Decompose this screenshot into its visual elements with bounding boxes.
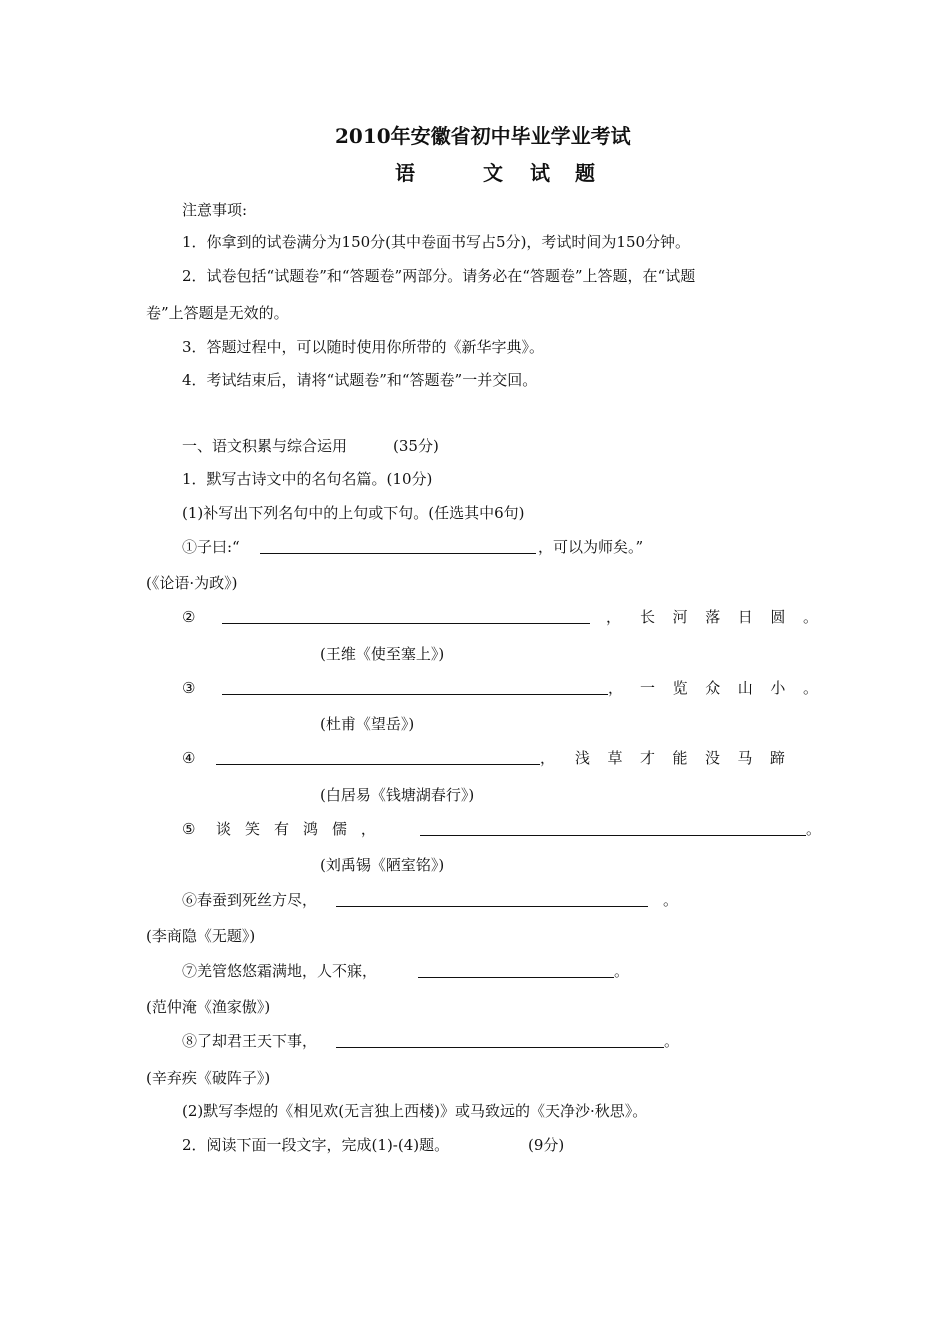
item-6-blank[interactable] — [336, 906, 648, 907]
item-5-text — [216, 819, 376, 839]
question-1-2: (2)默写李煜的《相见欢(无言独上西楼)》或马致远的《天净沙·秋思》。 — [182, 1102, 648, 1120]
item-2-char: 。 — [802, 608, 818, 626]
item-5-end: 。 — [806, 820, 822, 838]
item-3-char: 。 — [802, 679, 818, 697]
item-3-blank[interactable] — [222, 694, 608, 695]
item-4-char: 马 — [737, 749, 753, 767]
item-2-source: (王维《使至塞上》) — [320, 645, 445, 663]
question-2-score: (9分) — [528, 1136, 565, 1154]
item-3-char: 览 — [672, 679, 688, 697]
item-4-char: 才 — [639, 749, 655, 767]
item-3-num: ③ — [182, 679, 196, 697]
exam-title: 2010年安徽省初中毕业学业考试 — [335, 124, 631, 148]
item-5-char: 谈 — [216, 820, 232, 838]
item-7-end: 。 — [614, 962, 630, 980]
item-7-blank[interactable] — [418, 977, 614, 978]
note-item-4: 4．考试结束后，请将“试题卷”和“答题卷”一并交回。 — [182, 371, 538, 389]
item-4-source: (白居易《钱塘湖春行》) — [320, 786, 475, 804]
item-5-char: 有 — [273, 820, 289, 838]
item-5-blank[interactable] — [420, 835, 806, 836]
item-2-char: 日 — [737, 608, 753, 626]
item-3-char: 小 — [770, 679, 786, 697]
item-2-comma: ， — [606, 608, 622, 626]
notes-heading: 注意事项: — [182, 201, 248, 219]
item-4-char: 浅 — [575, 749, 591, 767]
item-7-prefix: ⑦羌管悠悠霜满地，人不寐， — [182, 962, 378, 980]
item-5-char: 笑 — [244, 820, 260, 838]
item-1-prefix: ①子曰:“ — [182, 538, 240, 556]
item-8-source: (辛弃疾《破阵子》) — [146, 1069, 271, 1087]
item-5-char: ， — [360, 820, 376, 838]
item-3-char: 山 — [737, 679, 753, 697]
item-5-source: (刘禹锡《陋室铭》) — [320, 856, 445, 874]
item-6-source: (李商隐《无题》) — [146, 927, 256, 945]
item-3-comma: ， — [608, 679, 624, 697]
item-6-prefix: ⑥春蚕到死丝方尽， — [182, 891, 318, 909]
item-4-char: 没 — [704, 749, 720, 767]
item-3-char: 一 — [640, 679, 656, 697]
question-1-1: (1)补写出下列名句中的上句或下句。(任选其中6句) — [182, 504, 525, 522]
item-8-prefix: ⑧了却君王天下事， — [182, 1032, 318, 1050]
item-2-text — [640, 607, 818, 627]
note-item-2-cont: 卷”上答题是无效的。 — [146, 304, 289, 322]
item-2-char: 圆 — [770, 608, 786, 626]
item-8-blank[interactable] — [336, 1047, 664, 1048]
question-2: 2．阅读下面一段文字，完成(1)-(4)题。 — [182, 1136, 450, 1154]
question-1: 1．默写古诗文中的名句名篇。(10分) — [182, 470, 433, 488]
note-item-3: 3．答题过程中，可以随时使用你所带的《新华字典》。 — [182, 338, 545, 356]
subject-char-1: 语 — [395, 161, 415, 185]
item-1-source: (《论语·为政》) — [146, 574, 238, 592]
item-5-char: 鸿 — [302, 820, 318, 838]
item-1-blank[interactable] — [260, 553, 536, 554]
subject-char-2: 文 — [483, 161, 503, 185]
item-4-blank[interactable] — [216, 764, 540, 765]
item-7-source: (范仲淹《渔家傲》) — [146, 998, 271, 1016]
section-heading: 一、语文积累与综合运用 — [182, 437, 348, 455]
item-4-text — [575, 748, 785, 768]
item-3-text — [640, 678, 818, 698]
item-2-blank[interactable] — [222, 623, 590, 624]
item-4-char: 能 — [672, 749, 688, 767]
item-2-num: ② — [182, 608, 196, 626]
item-6-end: 。 — [663, 891, 679, 909]
note-item-1: 1．你拿到的试卷满分为150分(其中卷面书写占5分)，考试时间为150分钟。 — [182, 233, 691, 251]
item-4-char: 草 — [607, 749, 623, 767]
item-2-char: 长 — [640, 608, 656, 626]
item-5-char: 儒 — [331, 820, 347, 838]
section-score: (35分) — [393, 437, 439, 455]
item-4-comma: ， — [540, 749, 556, 767]
item-3-source: (杜甫《望岳》) — [320, 715, 415, 733]
item-3-char: 众 — [705, 679, 721, 697]
item-2-char: 落 — [705, 608, 721, 626]
note-item-2: 2．试卷包括“试题卷”和“答题卷”两部分。请务必在“答题卷”上答题，在“试题 — [182, 267, 696, 285]
item-1-suffix: ，可以为师矣。” — [538, 538, 644, 556]
item-4-char: 蹄 — [769, 749, 785, 767]
item-4-num: ④ — [182, 749, 196, 767]
subject-char-4: 题 — [575, 161, 595, 185]
item-5-num: ⑤ — [182, 820, 196, 838]
item-2-char: 河 — [672, 608, 688, 626]
item-8-end: 。 — [664, 1032, 680, 1050]
subject-char-3: 试 — [530, 161, 550, 185]
